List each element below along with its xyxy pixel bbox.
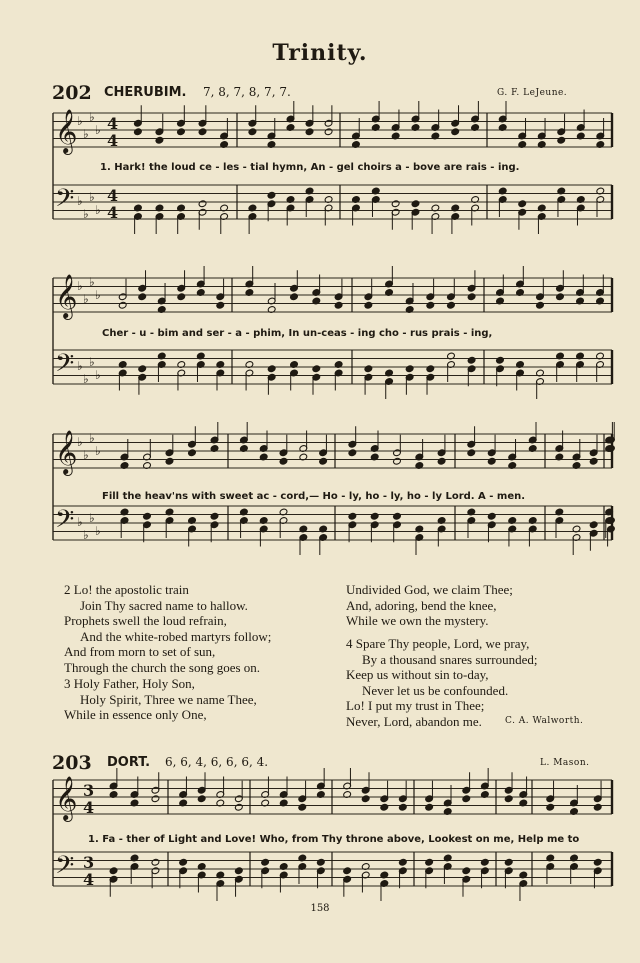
note-head: [109, 867, 118, 875]
flat-icon: ♭: [95, 123, 101, 137]
note-head: [118, 301, 127, 309]
verse-block: Undivided God, we claim Thee; And, adoring, bend the knee, While we own the mystery.: [346, 582, 513, 628]
note-head: [361, 795, 370, 803]
note-head: [179, 858, 188, 866]
treble-clef-icon: 𝄞: [55, 274, 78, 318]
flat-icon: ♭: [89, 275, 95, 289]
flat-icon: ♭: [83, 127, 89, 141]
note-head: [462, 867, 471, 875]
note-head: [364, 365, 373, 373]
tune-name: DORT.: [107, 755, 151, 770]
note-head: [177, 128, 186, 136]
note-head: [343, 867, 352, 875]
flat-icon: ♭: [83, 448, 89, 462]
note-head: [348, 512, 357, 520]
note-head: [451, 128, 460, 136]
section-title: Trinity.: [272, 40, 368, 66]
note-head: [165, 457, 174, 465]
note-head: [391, 200, 400, 208]
page-number: 158: [310, 903, 330, 914]
note-head: [188, 449, 197, 457]
note-head: [380, 803, 389, 811]
note-head: [393, 512, 402, 520]
lyric-line: Fill the heav'ns with sweet ac - cord,— Ho - ly, ho - ly, ho - ly Lord. A - men.: [102, 491, 526, 502]
flat-icon: ♭: [83, 372, 89, 386]
note-head: [425, 803, 434, 811]
note-head: [426, 301, 435, 309]
staves: [53, 434, 612, 540]
flat-icon: ♭: [89, 431, 95, 445]
note-head: [481, 858, 490, 866]
note-head: [348, 449, 357, 457]
verse-block: 4 Spare Thy people, Lord, we pray, By a thousand snares surrounded; Keep us without sin to-day, Never let us be confounded. Lo! I put my trust in Thee; Never, Lord, abandon me.: [346, 636, 538, 729]
flat-icon: ♭: [77, 194, 83, 208]
flat-icon: ♭: [77, 114, 83, 128]
note-head: [317, 858, 326, 866]
note-head: [589, 521, 598, 529]
meter: 7, 8, 7, 8, 7, 7.: [203, 85, 291, 99]
note-head: [143, 512, 152, 520]
hymn-number: 203: [52, 752, 92, 774]
verse-block: 2 Lo! the apostolic train Join Thy sacred name to hallow. Prophets swell the loud refrain, And the white-robed martyrs follow; And from morn to set of sun, Through the church the song goes on.: [64, 582, 272, 675]
note-head: [536, 301, 545, 309]
bass-clef-icon: 𝄢: [55, 505, 75, 540]
note-head: [593, 858, 602, 866]
note-head: [138, 293, 147, 301]
lyric-line: 1. Hark! the loud ce - les - tial hymn, An - gel choirs a - bove are rais - ing.: [100, 162, 520, 173]
note-head: [216, 301, 225, 309]
note-head: [198, 200, 207, 208]
note-head: [210, 512, 219, 520]
flat-icon: ♭: [95, 203, 101, 217]
flat-icon: ♭: [95, 288, 101, 302]
lyric-line: Cher - u - bim and ser - a - phim, In un-ceas - ing cho - rus prais - ing,: [102, 328, 493, 339]
note-head: [177, 293, 186, 301]
note-head: [370, 512, 379, 520]
time-signature: 3: [83, 781, 95, 800]
music-system: [0, 109, 640, 243]
note-head: [399, 803, 408, 811]
treble-clef-icon: 𝄞: [55, 109, 78, 153]
note-head: [467, 293, 476, 301]
time-signature: 3: [83, 853, 95, 872]
bass-clef-icon: 𝄢: [55, 184, 75, 219]
meter: 6, 6, 4, 6, 6, 6, 4.: [165, 755, 269, 769]
flat-icon: ♭: [83, 207, 89, 221]
lyric-line: 1. Fa - ther of Light and Love! Who, from Thy throne above, Lookest on me, Help me to: [88, 834, 580, 845]
note-head: [290, 293, 299, 301]
note-head: [462, 795, 471, 803]
bass-clef-icon: 𝄢: [55, 851, 75, 886]
note-head: [279, 457, 288, 465]
note-head: [334, 301, 343, 309]
note-head: [155, 136, 164, 144]
note-head: [496, 356, 505, 364]
flat-icon: ♭: [77, 359, 83, 373]
flat-icon: ♭: [95, 524, 101, 538]
note-head: [151, 795, 160, 803]
flat-icon: ♭: [83, 292, 89, 306]
text-author: C. A. Walworth.: [505, 716, 584, 726]
note-head: [467, 356, 476, 364]
note-head: [267, 365, 276, 373]
composer: L. Mason.: [540, 758, 590, 768]
time-signature: 4: [83, 798, 95, 817]
verse-block: 3 Holy Father, Holy Son, Holy Spirit, Three we name Thee, While in essence only One,: [64, 676, 257, 722]
note-head: [235, 867, 244, 875]
note-head: [487, 457, 496, 465]
note-head: [556, 293, 565, 301]
note-head: [487, 512, 496, 520]
note-head: [589, 457, 598, 465]
bass-clef-icon: 𝄢: [55, 349, 75, 384]
note-head: [405, 365, 414, 373]
music-system: [0, 776, 640, 910]
note-head: [267, 191, 276, 199]
note-head: [324, 128, 333, 136]
flat-icon: ♭: [95, 444, 101, 458]
note-head: [319, 457, 328, 465]
flat-icon: ♭: [77, 279, 83, 293]
flat-icon: ♭: [77, 515, 83, 529]
time-signature: 4: [107, 203, 119, 222]
flat-icon: ♭: [89, 110, 95, 124]
note-head: [235, 803, 244, 811]
note-head: [518, 200, 527, 208]
note-head: [312, 365, 321, 373]
note-head: [546, 803, 555, 811]
note-head: [197, 795, 206, 803]
time-signature: 4: [107, 186, 119, 205]
note-head: [411, 200, 420, 208]
flat-icon: ♭: [89, 511, 95, 525]
flat-icon: ♭: [89, 355, 95, 369]
flat-icon: ♭: [89, 190, 95, 204]
note-head: [437, 457, 446, 465]
tune-name: CHERUBIM.: [104, 85, 187, 100]
hymn-number: 202: [52, 82, 92, 104]
note-head: [298, 803, 307, 811]
note-head: [305, 128, 314, 136]
music-system: [0, 274, 640, 408]
note-head: [593, 803, 602, 811]
note-head: [504, 795, 513, 803]
note-head: [399, 858, 408, 866]
note-head: [248, 128, 257, 136]
note-head: [261, 858, 270, 866]
note-head: [138, 365, 147, 373]
note-head: [447, 301, 456, 309]
treble-clef-icon: 𝄞: [55, 430, 78, 474]
time-signature: 4: [107, 131, 119, 150]
time-signature: 4: [83, 870, 95, 889]
note-head: [467, 449, 476, 457]
note-head: [364, 301, 373, 309]
time-signature: 4: [107, 114, 119, 133]
note-head: [393, 457, 402, 465]
flat-icon: ♭: [83, 528, 89, 542]
note-head: [504, 858, 513, 866]
note-head: [151, 858, 160, 866]
note-head: [557, 136, 566, 144]
flat-icon: ♭: [77, 435, 83, 449]
flat-icon: ♭: [95, 368, 101, 382]
note-head: [134, 128, 143, 136]
note-head: [198, 128, 207, 136]
composer: G. F. LeJeune.: [497, 88, 568, 98]
note-head: [426, 365, 435, 373]
treble-clef-icon: 𝄞: [55, 776, 78, 820]
note-head: [425, 858, 434, 866]
